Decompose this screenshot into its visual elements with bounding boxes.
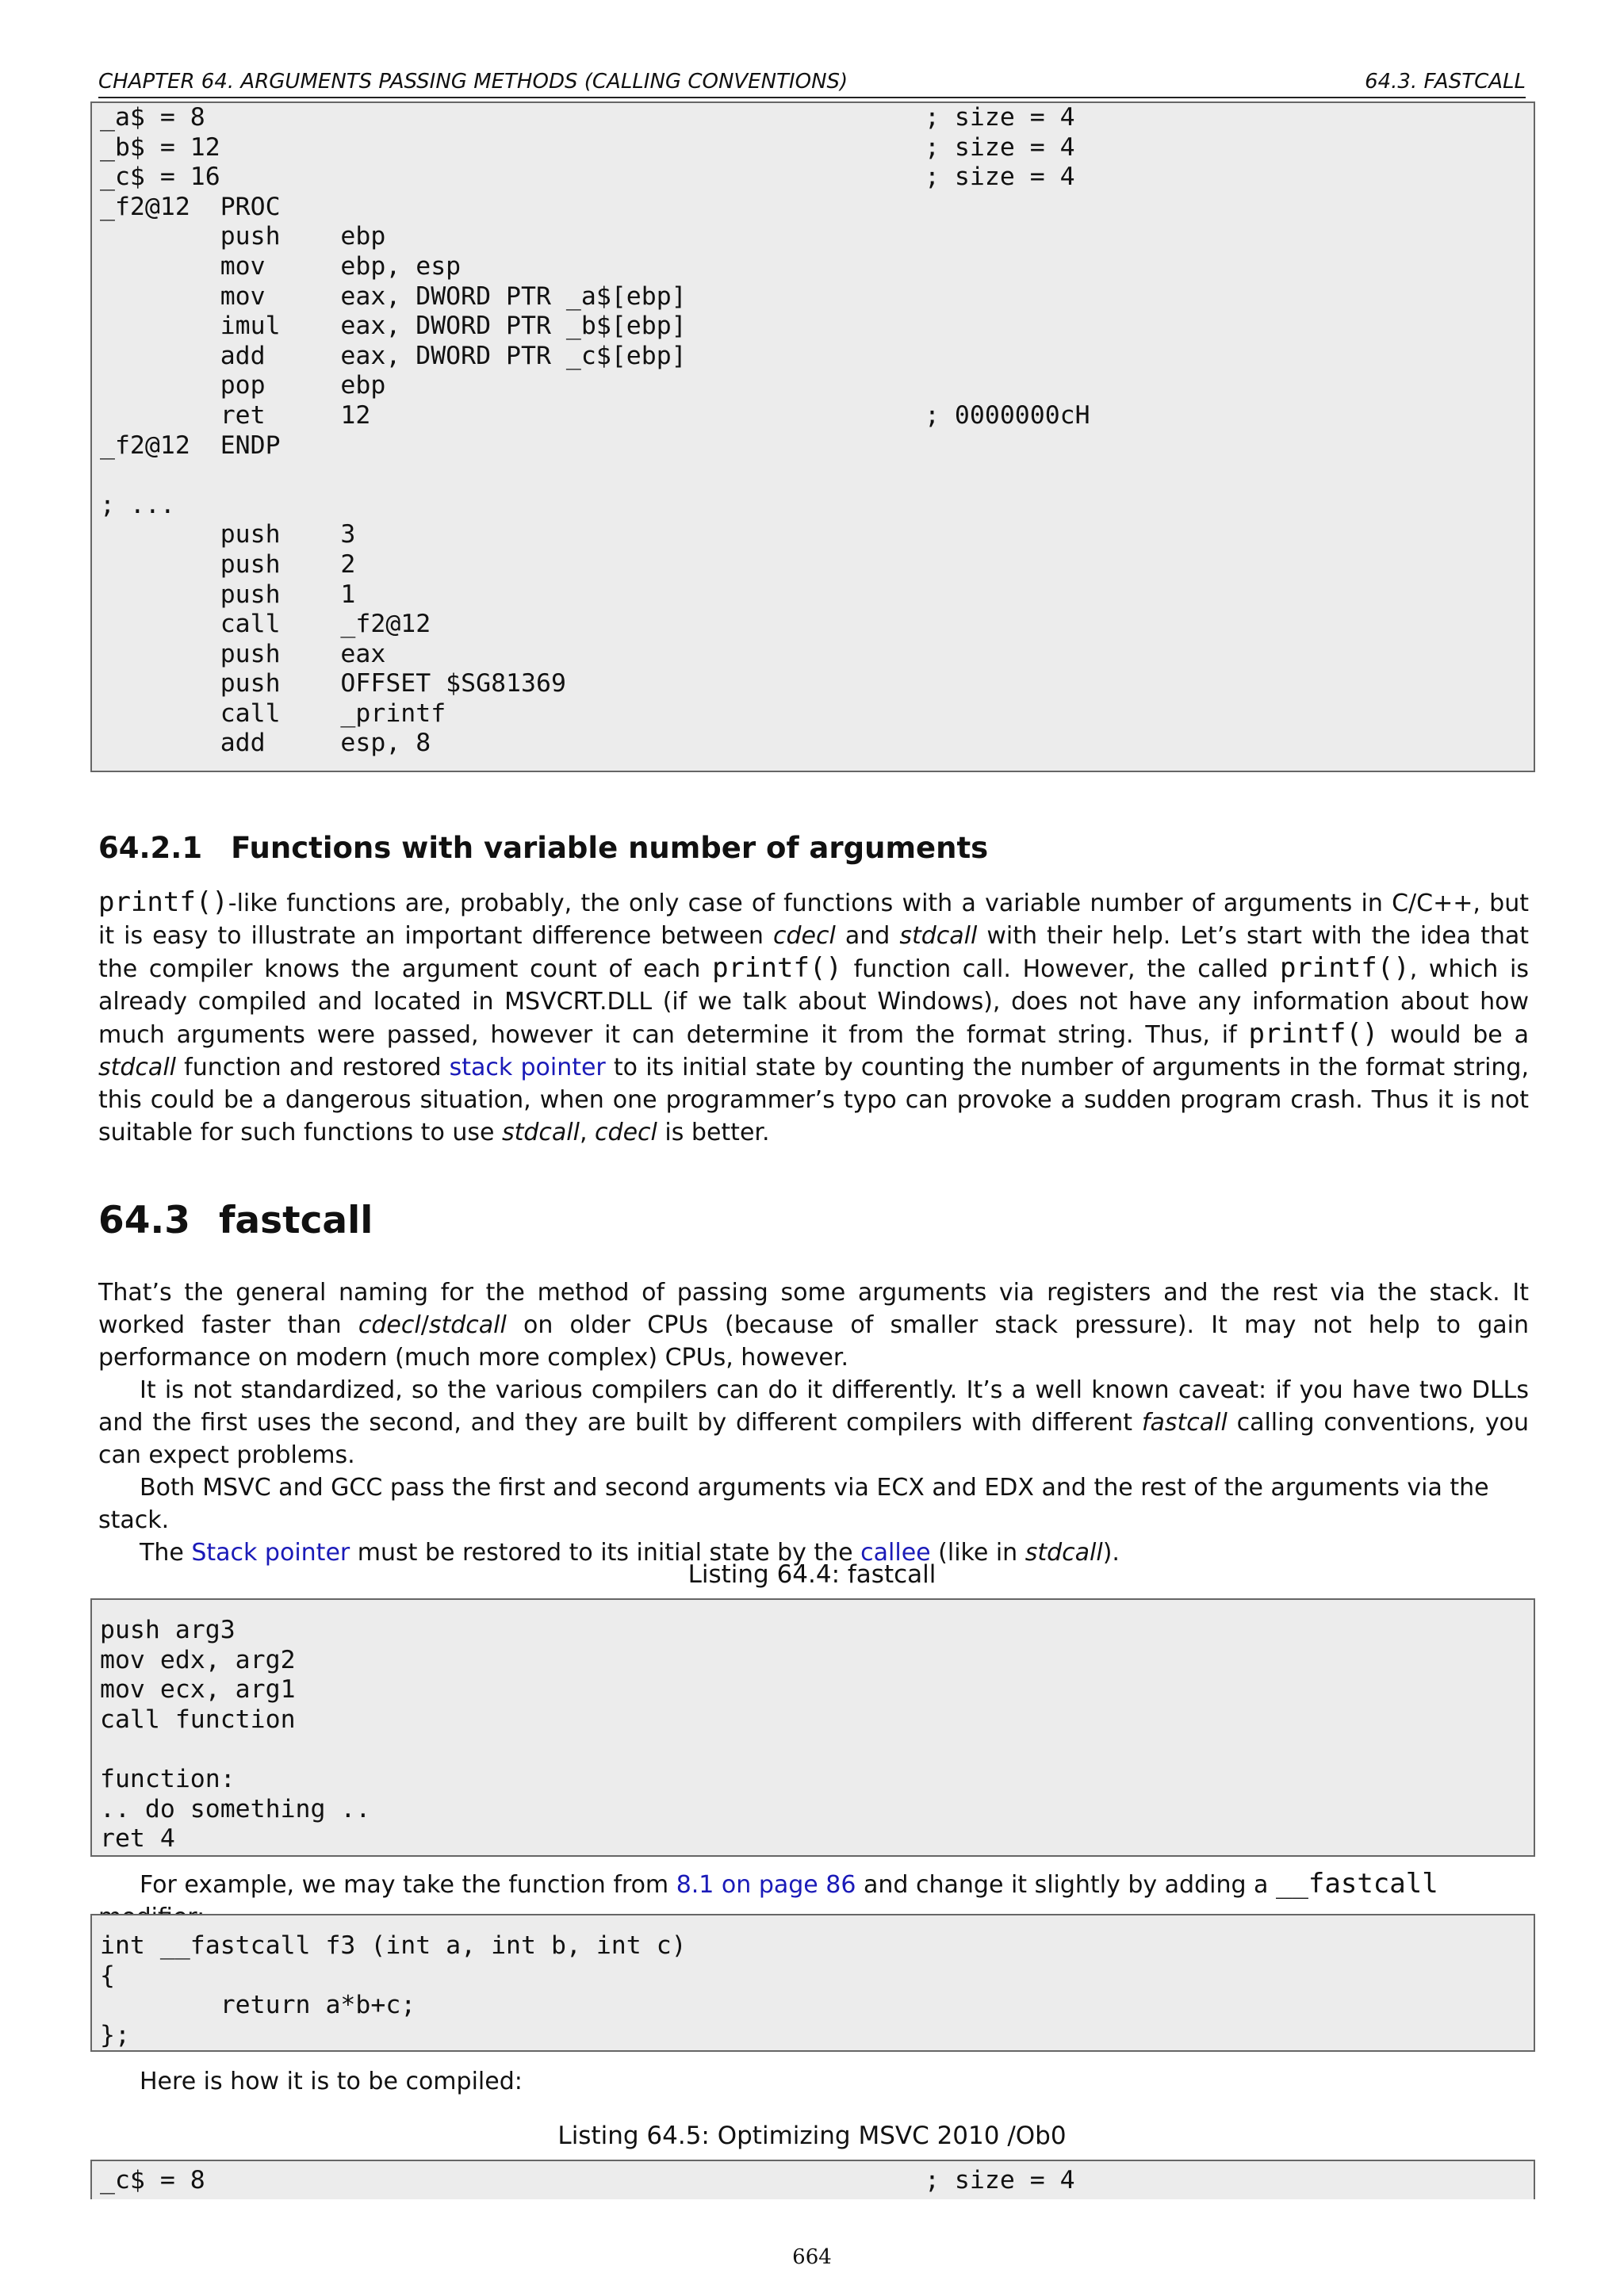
code-text: push 1 — [100, 580, 356, 609]
text-run: on older CPUs (because of smaller stack pressure). It may not help to gain performance on modern (much more complex) CPUs, however. — [98, 1311, 1529, 1372]
inline-code: __fastcall — [1275, 1868, 1438, 1900]
emphasis: stdcall — [428, 1311, 507, 1339]
text-run: , — [579, 1119, 596, 1146]
section-heading-64-3 — [98, 1199, 373, 1242]
section-number: 64.2.1 — [98, 831, 203, 865]
text-run: -like functions are, probably, the only case of functions with a variable number of arguments in C/C++, but it is easy to illustrate an important difference between — [98, 890, 1529, 950]
code-line — [100, 163, 1534, 193]
fastcall-body — [98, 1276, 1529, 1569]
code-text: mov ebp, esp — [100, 251, 462, 281]
emphasis: cdecl — [595, 1119, 657, 1146]
link-stack-pointer-2[interactable]: Stack pointer — [191, 1539, 350, 1567]
running-head — [98, 70, 1526, 98]
emphasis: stdcall — [1025, 1539, 1103, 1567]
code-line — [100, 580, 1534, 610]
code-text: { — [100, 1961, 115, 1990]
code-line — [100, 103, 1534, 133]
code-line — [100, 729, 1534, 759]
code-line — [100, 1795, 1534, 1825]
code-line — [100, 401, 1534, 431]
text-run: / — [420, 1311, 429, 1339]
code-line — [100, 1931, 1534, 1961]
code-text: push 3 — [100, 520, 356, 549]
text-run: , which is already compiled and located in MSVCRT.DLL (if we talk about Windows), does not have any information about how much arguments were passed, however it can determine it from the format string. Thus, if — [98, 955, 1529, 1049]
code-text: _c$ = 16 — [100, 163, 220, 192]
text-run: with their help. Let’s start with the idea that the compiler knows the argument count of each — [98, 922, 1530, 983]
code-text: push arg3 — [100, 1616, 236, 1644]
code-line — [100, 699, 1534, 729]
text-run: to its initial state by counting the number of arguments in the format string, this could be a dangerous situation, when one programmer’s typo can provoke a sudden program crash. Thus it is not suitable for such functions to use — [98, 1054, 1530, 1146]
code-line — [100, 640, 1534, 670]
code-text: call function — [100, 1705, 296, 1734]
code-text: push 2 — [100, 549, 356, 579]
code-line — [100, 1824, 1534, 1854]
inline-code: printf() — [1279, 952, 1410, 984]
text-run: (like in — [930, 1539, 1025, 1567]
text-run: That’s the general naming for the method of passing some arguments via registers and the rest via the stack. It worked faster than — [98, 1279, 1529, 1339]
text-run: It is not standardized, so the various compilers can do it differently. It’s a well known caveat: if you have two DLLs and the first uses the second, and they are built by different compilers with different — [98, 1376, 1529, 1437]
code-line — [100, 1675, 1534, 1705]
text-run: would be a — [1378, 1021, 1529, 1049]
emphasis: stdcall — [98, 1054, 176, 1081]
section-number: 64.3 — [98, 1199, 190, 1242]
code-line — [100, 193, 1534, 223]
code-line — [100, 520, 1534, 550]
code-line — [100, 133, 1534, 163]
emphasis: cdecl — [772, 922, 836, 950]
code-text: _f2@12 ENDP — [100, 430, 281, 460]
listing-caption-64-5: Listing 64.5: Optimizing MSVC 2010 /Ob0 — [557, 2122, 1067, 2150]
paragraph-fastcall-intro — [98, 1276, 1529, 1374]
code-text: imul eax, DWORD PTR _b$[ebp] — [100, 312, 687, 341]
code-text: push OFFSET $SG81369 — [100, 669, 566, 698]
code-line — [100, 1765, 1534, 1795]
code-text: }; — [100, 2020, 130, 2049]
link-page-86[interactable]: 8.1 on page 86 — [676, 1871, 856, 1899]
code-line — [100, 312, 1534, 342]
inline-code: printf() — [1248, 1018, 1379, 1050]
text-run: calling conventions, you can expect problems. — [98, 1409, 1529, 1469]
code-line — [100, 669, 1534, 699]
inline-code: printf() — [98, 886, 228, 918]
code-comment: ; size = 4 — [925, 2166, 1075, 2195]
listing-caption-64-4: Listing 64.4: fastcall — [688, 1560, 936, 1589]
code-listing-f3 — [90, 1914, 1535, 2052]
emphasis: cdecl — [358, 1311, 421, 1339]
code-text: ret 4 — [100, 1824, 175, 1854]
text-run: Here is how it is to be compiled: — [140, 2068, 523, 2095]
code-text: add esp, 8 — [100, 729, 431, 758]
code-text: pop ebp — [100, 371, 386, 400]
code-text: _f2@12 PROC — [100, 192, 281, 221]
code-line — [100, 252, 1534, 282]
inline-code: printf() — [712, 952, 842, 984]
code-comment: ; size = 4 — [925, 103, 1075, 132]
running-head-chapter: CHAPTER 64. ARGUMENTS PASSING METHODS (CALLING CONVENTIONS) — [98, 70, 848, 94]
text-run: function call. However, the called — [841, 955, 1280, 983]
code-line — [100, 342, 1534, 372]
code-line — [100, 1735, 1534, 1765]
section-heading-64-2-1 — [98, 831, 988, 865]
code-text: push ebp — [100, 222, 386, 251]
text-run: must be restored to its initial state by the — [350, 1539, 861, 1567]
code-text: ; ... — [100, 490, 175, 519]
code-text: return a*b+c; — [100, 1991, 416, 2020]
code-text: _a$ = 8 — [100, 103, 205, 132]
code-listing-msvc-ob0 — [90, 2160, 1535, 2199]
emphasis: fastcall — [1141, 1409, 1228, 1437]
code-text: function: — [100, 1764, 236, 1793]
code-text: call _printf — [100, 698, 446, 728]
code-comment: ; size = 4 — [925, 163, 1075, 192]
code-text: .. do something .. — [100, 1794, 371, 1823]
emphasis: stdcall — [899, 922, 978, 950]
code-text: mov edx, arg2 — [100, 1645, 296, 1674]
paragraph-not-standardized — [98, 1374, 1529, 1471]
paragraph-variable-args — [98, 886, 1529, 1149]
code-line — [100, 2166, 1534, 2196]
code-line — [100, 2021, 1534, 2051]
code-line — [100, 1616, 1534, 1646]
code-line — [100, 282, 1534, 312]
code-text: _b$ = 12 — [100, 132, 220, 162]
running-head-section: 64.3. FASTCALL — [1365, 70, 1526, 94]
code-text: push eax — [100, 639, 386, 668]
code-line — [100, 431, 1534, 461]
code-line — [100, 461, 1534, 491]
code-line — [100, 371, 1534, 401]
code-listing-fastcall — [90, 1598, 1535, 1857]
page-number: 664 — [792, 2245, 832, 2269]
code-text: mov eax, DWORD PTR _a$[ebp] — [100, 281, 687, 311]
code-text: ret 12 — [100, 400, 371, 430]
text-run: For example, we may take the function from — [140, 1871, 676, 1899]
paragraph-compiled — [98, 2065, 1529, 2098]
text-run: ). — [1102, 1539, 1120, 1567]
code-text: mov ecx, arg1 — [100, 1675, 296, 1705]
code-text: _c$ = 8 — [100, 2166, 205, 2195]
emphasis: stdcall — [501, 1119, 580, 1146]
text-run: is better. — [657, 1119, 770, 1146]
text-run: and change it slightly by adding a — [856, 1871, 1276, 1899]
code-comment: ; size = 4 — [925, 132, 1075, 162]
code-line — [100, 1991, 1534, 2021]
code-line — [100, 222, 1534, 252]
link-callee[interactable]: callee — [860, 1539, 931, 1567]
link-stack-pointer[interactable]: stack pointer — [449, 1054, 606, 1081]
code-line — [100, 1961, 1534, 1992]
code-line — [100, 491, 1534, 521]
paragraph-msvc-gcc: Both MSVC and GCC pass the first and second arguments via ECX and EDX and the rest of the arguments via the stack. — [98, 1474, 1489, 1534]
code-listing-f2 — [90, 101, 1535, 772]
code-text: add eax, DWORD PTR _c$[ebp] — [100, 341, 687, 370]
code-comment: ; 0000000cH — [925, 400, 1090, 430]
text-run: function and restored — [175, 1054, 450, 1081]
text-run: and — [835, 922, 900, 950]
code-text: call _f2@12 — [100, 610, 431, 639]
text-run: The — [140, 1539, 192, 1567]
code-line — [100, 610, 1534, 640]
section-title: Functions with variable number of arguments — [231, 831, 989, 865]
section-title: fastcall — [218, 1199, 373, 1242]
code-line — [100, 550, 1534, 580]
code-text: int __fastcall f3 (int a, int b, int c) — [100, 1931, 687, 1960]
code-line — [100, 1705, 1534, 1735]
code-line — [100, 1646, 1534, 1676]
